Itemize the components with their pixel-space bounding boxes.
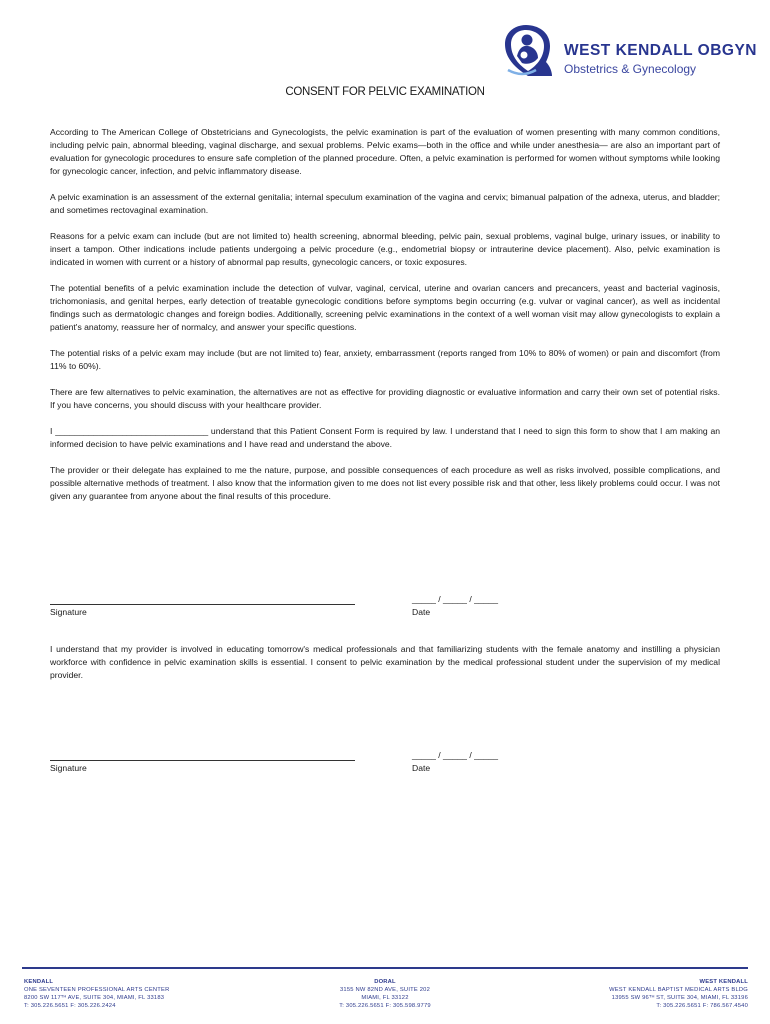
office-address-line: WEST KENDALL BAPTIST MEDICAL ARTS BLDG xyxy=(609,987,748,993)
mother-baby-logo-icon xyxy=(502,22,554,78)
office-location: DORAL xyxy=(374,979,396,985)
paragraph-overview: According to The American College of Obstetricians and Gynecologists, the pelvic examination is part of the evaluation of women presenting with many common conditions, including pelvic pain, abnormal bleeding, vaginal discharge, and sexual problems. Pelvic exams—both in the office and while under anesthesia— are also an important part of evaluation for gynecologic procedures to ensure safe completion of the planned procedure. Often, a pelvic examination is performed for women without symptoms while looking for gynecologic cancer, infection, and pelvic inflammatory disease. xyxy=(50,127,720,176)
date-blank[interactable]: _____ / _____ / _____ xyxy=(412,750,499,760)
office-address-line: 3155 NW 82ND AVE, SUITE 202 xyxy=(339,987,431,993)
paragraph-provider-explanation: The provider or their delegate has explained to me the nature, purpose, and possible consequences of each procedure as well as risks involved, possible complications, and possible alternative methods of treatment. I also know that the information given to me does not list every possible risk and that other, less likely problems could occur. I was not given any guarantee from anyone about the final results of this procedure. xyxy=(50,465,720,501)
date-blank[interactable]: _____ / _____ / _____ xyxy=(412,594,499,604)
office-address-line: ONE SEVENTEEN PROFESSIONAL ARTS CENTER xyxy=(24,987,170,993)
consent-body xyxy=(50,126,720,516)
paragraph-student-consent: I understand that my provider is involved in educating tomorrow's medical professionals and that familiarizing students with the female anatomy and instilling a physician workforce with confidence in pelvic examination skills is essential. I consent to pelvic examination by the medical professional student under the supervision of my medical provider. xyxy=(50,644,720,680)
brand-logo xyxy=(502,22,757,82)
paragraph-reasons: Reasons for a pelvic exam can include (but are not limited to) health screening, abnormal bleeding, pelvic pain, sexual problems, vaginal bulge, urinary issues, or inability to insert a tampon. Other indications include patients undergoing a pelvic procedure (e.g., endometrial biopsy or intrauterine device placement). Also, pelvic examination is indicated in women with current or a history of abnormal pap results, gynecologic cancers, or toxic exposures. xyxy=(50,231,720,267)
signature-block-1 xyxy=(50,594,720,628)
office-phone: T: 305.226.5651 F: 786.567.4540 xyxy=(656,1003,748,1009)
practice-tagline: Obstetrics & Gynecology xyxy=(564,62,697,76)
paragraph-alternatives: There are few alternatives to pelvic examination, the alternatives are not as effective for providing diagnostic or evaluative information and carry their own set of potential risks. If you have concerns, you should discuss with your healthcare provider. xyxy=(50,387,720,410)
office-address-line: 8200 SW 117ᵀᴴ AVE, SUITE 304, MIAMI, FL 33183 xyxy=(24,995,165,1001)
date-label: Date xyxy=(412,607,431,617)
signature-line[interactable] xyxy=(50,754,355,761)
footer-west-kendall-office xyxy=(609,978,748,1010)
date-label: Date xyxy=(412,763,431,773)
office-address-line: 13955 SW 96ᵀᴴ ST, SUITE 304, MIAMI, FL 33196 xyxy=(611,995,748,1001)
signature-line[interactable] xyxy=(50,598,355,605)
office-phone: T: 305.226.5651 F: 305.226.2424 xyxy=(24,1003,116,1009)
signature-label: Signature xyxy=(50,607,87,617)
footer-kendall-office xyxy=(24,978,169,1010)
footer-doral-office xyxy=(285,978,485,1010)
signature-label: Signature xyxy=(50,763,87,773)
paragraph-definition: A pelvic examination is an assessment of the external genitalia; internal speculum examination of the vagina and cervix; bimanual palpation of the adnexa, uterus, and bladder; and sometimes rectovaginal examination. xyxy=(50,192,720,215)
signature-block-2 xyxy=(50,750,720,784)
office-location: WEST KENDALL xyxy=(699,979,748,985)
paragraph-patient-acknowledgement: I ________________________________ understand that this Patient Consent Form is required by law. I understand that I need to sign this form to show that I am making an informed decision to have pelvic examinations and I have read and understand the above. xyxy=(50,426,720,449)
office-phone: T: 305.226.5651 F: 305.598.9779 xyxy=(339,1003,431,1009)
footer-divider xyxy=(22,967,748,969)
paragraph-risks: The potential risks of a pelvic exam may include (but are not limited to) fear, anxiety, embarrassment (reports ranged from 10% to 80% of women) or pain and discomfort (from 11% to 60%). xyxy=(50,348,720,371)
office-location: KENDALL xyxy=(24,979,54,985)
office-address-line: MIAMI, FL 33122 xyxy=(361,995,409,1001)
paragraph-benefits: The potential benefits of a pelvic examination include the detection of vulvar, vaginal, cervical, uterine and ovarian cancers and precancers, yeast and bacterial vaginosis, trichomoniasis, and genital herpes, early detection of treatable gynecologic conditions before symptoms begin occurring (e.g. vulvar or vaginal cancer), as well as incidental findings such as dermatologic changes and foreign bodies. Additionally, screening pelvic examinations in the context of a well woman visit may allow gynecologists to explain a patient's anatomy, reassure her of normalcy, and answer your specific questions. xyxy=(50,283,720,332)
practice-name: WEST KENDALL OBGYN xyxy=(564,42,757,59)
document-title: CONSENT FOR PELVIC EXAMINATION xyxy=(285,86,485,98)
